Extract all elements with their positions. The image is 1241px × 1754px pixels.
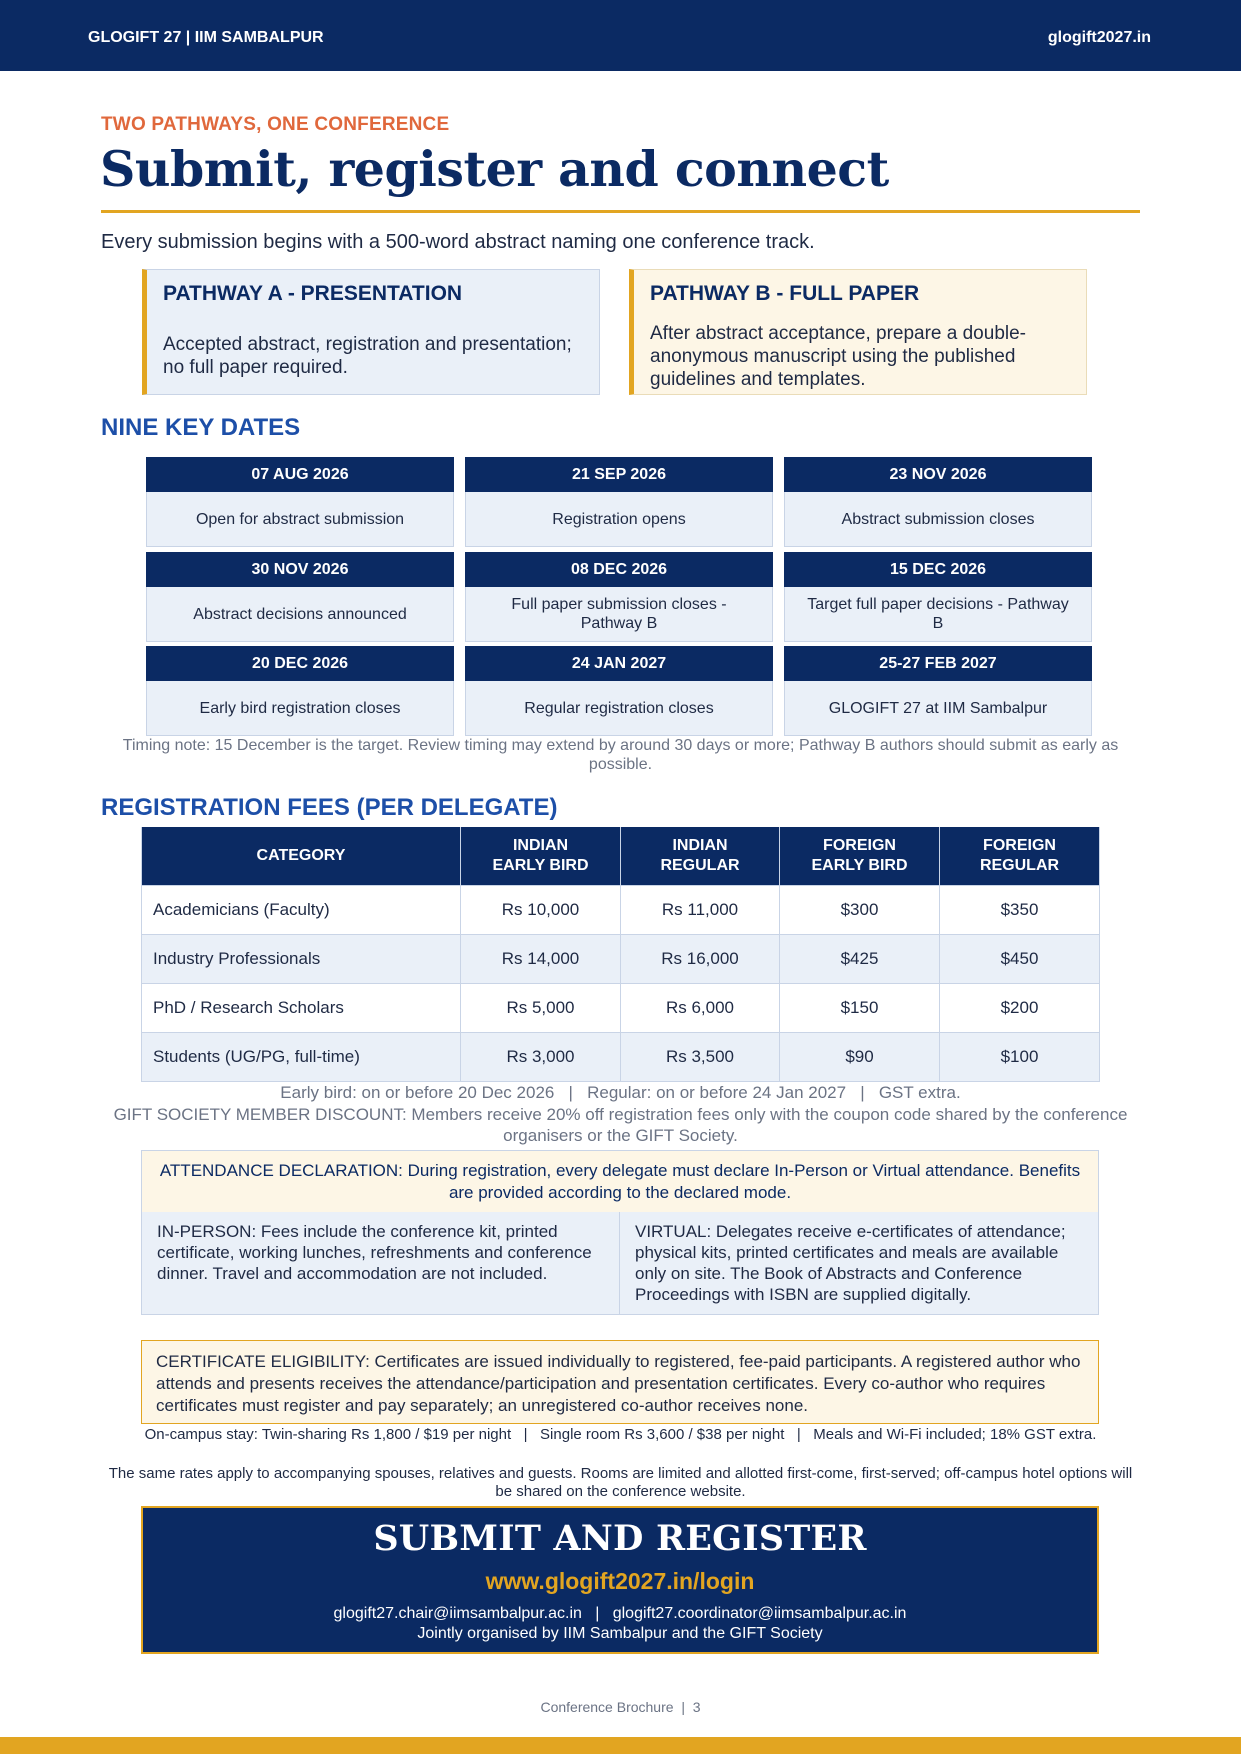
date-label: 23 NOV 2026 bbox=[784, 457, 1092, 492]
date-card bbox=[784, 552, 1092, 642]
column-header: INDIAN EARLY BIRD bbox=[461, 827, 621, 886]
date-card bbox=[146, 552, 454, 642]
fee-cell: Rs 3,500 bbox=[621, 1033, 780, 1082]
stay-rates-note: On-campus stay: Twin-sharing Rs 1,800 / $19 per night | Single room Rs 3,600 / $38 per night | Meals and Wi-Fi included; 18% GST extra. bbox=[144, 1426, 1097, 1443]
date-card bbox=[146, 457, 454, 547]
column-header: CATEGORY bbox=[142, 827, 461, 886]
contact-emails[interactable]: glogift27.chair@iimsambalpur.ac.in | glogift27.coordinator@iimsambalpur.ac.in bbox=[333, 1605, 907, 1622]
category-cell: Students (UG/PG, full-time) bbox=[142, 1033, 461, 1082]
pathway-b-card bbox=[629, 269, 1087, 395]
date-label: 21 SEP 2026 bbox=[465, 457, 773, 492]
table-row bbox=[142, 935, 1100, 984]
fee-cell: $150 bbox=[780, 984, 940, 1033]
top-header-bar bbox=[0, 0, 1241, 71]
fee-cell: Rs 14,000 bbox=[461, 935, 621, 984]
cta-title: SUBMIT AND REGISTER bbox=[373, 1518, 867, 1559]
date-event: Regular registration closes bbox=[465, 681, 773, 736]
pathway-a-text: Accepted abstract, registration and presentation; no full paper required. bbox=[163, 334, 572, 378]
date-card bbox=[784, 646, 1092, 736]
date-card bbox=[465, 552, 773, 642]
date-card bbox=[465, 646, 773, 736]
fees-header-row bbox=[142, 827, 1100, 886]
date-event: Early bird registration closes bbox=[146, 681, 454, 736]
category-cell: Academicians (Faculty) bbox=[142, 886, 461, 935]
in-person-text: IN-PERSON: Fees include the conference kit, printed certificate, working lunches, refreshments and conference dinner. Travel and accommodation are not included. bbox=[142, 1212, 620, 1314]
page-footer: Conference Brochure | 3 bbox=[540, 1699, 701, 1715]
guest-rates-note: The same rates apply to accompanying spouses, relatives and guests. Rooms are limited and allotted first-come, first-served; off-campus hotel options will be shared on the conference website. bbox=[108, 1465, 1133, 1500]
date-event: Open for abstract submission bbox=[146, 492, 454, 547]
attendance-declaration: ATTENDANCE DECLARATION: During registration, every delegate must declare In-Person or Virtual attendance. Benefits are provided according to the declared mode. bbox=[142, 1151, 1098, 1212]
header-conference-name: GLOGIFT 27 | IIM SAMBALPUR bbox=[88, 29, 324, 46]
fee-cell: $425 bbox=[780, 935, 940, 984]
fee-cell: $100 bbox=[940, 1033, 1100, 1082]
key-dates-heading: NINE KEY DATES bbox=[101, 414, 301, 441]
certificate-eligibility-box: CERTIFICATE ELIGIBILITY: Certificates are issued individually to registered, fee-paid participants. A registered author who attends and presents receives the attendance/participation and presentation certificates. Every co-author who requires certificates must register and pay separately; an unregistered co-author receives none. bbox=[141, 1340, 1099, 1424]
fee-cell: Rs 3,000 bbox=[461, 1033, 621, 1082]
date-event: Full paper submission closes - Pathway B bbox=[465, 587, 773, 642]
member-discount-note: GIFT SOCIETY MEMBER DISCOUNT: Members receive 20% off registration fees only with the coupon code shared by the conference organisers or the GIFT Society. bbox=[113, 1105, 1128, 1145]
fee-cell: Rs 16,000 bbox=[621, 935, 780, 984]
date-card bbox=[465, 457, 773, 547]
date-label: 25-27 FEB 2027 bbox=[784, 646, 1092, 681]
date-card bbox=[146, 646, 454, 736]
column-header: FOREIGN EARLY BIRD bbox=[780, 827, 940, 886]
fee-cell: Rs 6,000 bbox=[621, 984, 780, 1033]
organisers-text: Jointly organised by IIM Sambalpur and the GIFT Society bbox=[417, 1625, 823, 1642]
table-row bbox=[142, 1033, 1100, 1082]
date-card bbox=[784, 457, 1092, 547]
fees-table bbox=[141, 827, 1100, 1082]
date-event: Abstract decisions announced bbox=[146, 587, 454, 642]
pathway-a-card bbox=[142, 269, 600, 395]
fee-cell: Rs 10,000 bbox=[461, 886, 621, 935]
fee-cell: $90 bbox=[780, 1033, 940, 1082]
pathway-b-text: After abstract acceptance, prepare a double-anonymous manuscript using the published guidelines and templates. bbox=[650, 323, 1027, 390]
intro-text: Every submission begins with a 500-word abstract naming one conference track. bbox=[101, 231, 815, 253]
date-label: 07 AUG 2026 bbox=[146, 457, 454, 492]
date-event: Target full paper decisions - Pathway B bbox=[784, 587, 1092, 642]
fee-cell: Rs 11,000 bbox=[621, 886, 780, 935]
date-label: 15 DEC 2026 bbox=[784, 552, 1092, 587]
date-event: GLOGIFT 27 at IIM Sambalpur bbox=[784, 681, 1092, 736]
fee-cell: $450 bbox=[940, 935, 1100, 984]
date-label: 30 NOV 2026 bbox=[146, 552, 454, 587]
timing-note: Timing note: 15 December is the target. Review timing may extend by around 30 days or more; Pathway B authors should submit as early as possible. bbox=[122, 737, 1119, 773]
table-row bbox=[142, 984, 1100, 1033]
bottom-accent-bar bbox=[0, 1737, 1241, 1754]
header-website[interactable]: glogift2027.in bbox=[1047, 29, 1151, 46]
column-header: FOREIGN REGULAR bbox=[940, 827, 1100, 886]
fee-cell: $200 bbox=[940, 984, 1100, 1033]
fees-note: Early bird: on or before 20 Dec 2026 | Regular: on or before 24 Jan 2027 | GST extra. bbox=[280, 1083, 961, 1102]
fee-cell: $300 bbox=[780, 886, 940, 935]
table-row bbox=[142, 886, 1100, 935]
pathway-a-heading: PATHWAY A - PRESENTATION bbox=[163, 282, 463, 305]
category-cell: Industry Professionals bbox=[142, 935, 461, 984]
title-divider bbox=[101, 210, 1140, 213]
attendance-box bbox=[141, 1150, 1099, 1315]
column-header: INDIAN REGULAR bbox=[621, 827, 780, 886]
eyebrow-text: TWO PATHWAYS, ONE CONFERENCE bbox=[101, 114, 450, 135]
fee-cell: $350 bbox=[940, 886, 1100, 935]
date-label: 24 JAN 2027 bbox=[465, 646, 773, 681]
submit-register-banner bbox=[141, 1506, 1099, 1654]
pathway-b-heading: PATHWAY B - FULL PAPER bbox=[650, 282, 920, 305]
category-cell: PhD / Research Scholars bbox=[142, 984, 461, 1033]
date-label: 20 DEC 2026 bbox=[146, 646, 454, 681]
date-event: Abstract submission closes bbox=[784, 492, 1092, 547]
login-link[interactable]: www.glogift2027.in/login bbox=[485, 1568, 755, 1594]
date-event: Registration opens bbox=[465, 492, 773, 547]
fees-heading: REGISTRATION FEES (PER DELEGATE) bbox=[101, 794, 558, 821]
virtual-text: VIRTUAL: Delegates receive e-certificates of attendance; physical kits, printed certificates and meals are available only on site. The Book of Abstracts and Conference Proceedings with ISBN are supplied digitally. bbox=[635, 1222, 1066, 1304]
fee-cell: Rs 5,000 bbox=[461, 984, 621, 1033]
page-title: Submit, register and connect bbox=[100, 140, 889, 198]
date-label: 08 DEC 2026 bbox=[465, 552, 773, 587]
